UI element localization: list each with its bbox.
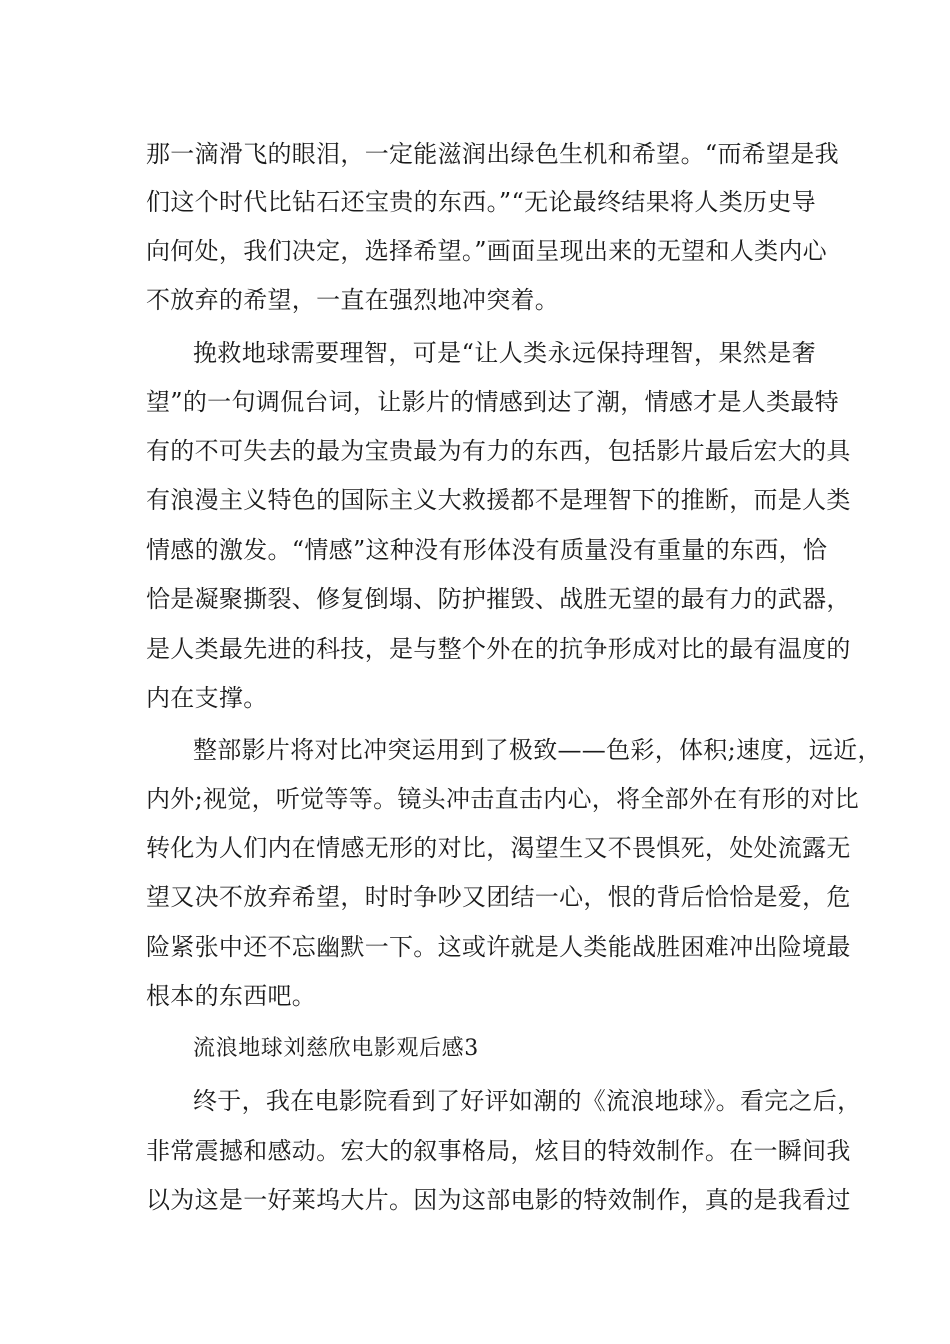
paragraph-2-line-4: 有浪漫主义特色的国际主义大救援都不是理智下的推断，而是人类 [146,486,851,514]
paragraph-3-line-2: 内外;视觉，听觉等等。镜头冲击直击内心，将全部外在有形的对比 [146,785,860,813]
paragraph-3-line-4: 望又决不放弃希望，时时争吵又团结一心，恨的背后恰恰是爱，危 [146,883,851,911]
paragraph-2-line-7: 是人类最先进的科技，是与整个外在的抗争形成对比的最有温度的 [146,635,851,663]
paragraph-1-line-4: 不放弃的希望，一直在强烈地冲突着。 [146,286,560,314]
paragraph-1-line-3: 向何处，我们决定，选择希望。”画面呈现出来的无望和人类内心 [146,237,827,265]
paragraph-2-line-1: 挽救地球需要理智，可是“让人类永远保持理智，果然是奢 [193,339,816,367]
paragraph-3-line-6: 根本的东西吧。 [146,982,317,1010]
section-heading: 流浪地球刘慈欣电影观后感3 [193,1036,479,1061]
paragraph-2-line-2: 望”的一句调侃台词，让影片的情感到达了潮，情感才是人类最特 [146,388,839,416]
paragraph-5-line-3: 以为这是一好莱坞大片。因为这部电影的特效制作，真的是我看过 [146,1186,851,1214]
paragraph-1-line-1: 那一滴滑飞的眼泪，一定能滋润出绿色生机和希望。“而希望是我 [146,140,839,168]
paragraph-3-line-1: 整部影片将对比冲突运用到了极致——色彩，体积;速度，远近， [193,736,882,764]
paragraph-2-line-3: 有的不可失去的最为宝贵最为有力的东西，包括影片最后宏大的具 [146,437,851,465]
paragraph-3-line-5: 险紧张中还不忘幽默一下。这或许就是人类能战胜困难冲出险境最 [146,933,851,961]
paragraph-2-line-6: 恰是凝聚撕裂、修复倒塌、防护摧毁、战胜无望的最有力的武器， [146,585,851,613]
paragraph-5-line-2: 非常震撼和感动。宏大的叙事格局，炫目的特效制作。在一瞬间我 [146,1137,851,1165]
paragraph-5-line-1: 终于，我在电影院看到了好评如潮的《流浪地球》。看完之后， [193,1087,862,1115]
paragraph-1-line-2: 们这个时代比钻石还宝贵的东西。”“无论最终结果将人类历史导 [146,188,816,216]
paragraph-2-line-8: 内在支撑。 [146,684,268,712]
paragraph-3-line-3: 转化为人们内在情感无形的对比，渴望生又不畏惧死，处处流露无 [146,834,851,862]
paragraph-2-line-5: 情感的激发。“情感”这种没有形体没有质量没有重量的东西，恰 [146,536,828,564]
